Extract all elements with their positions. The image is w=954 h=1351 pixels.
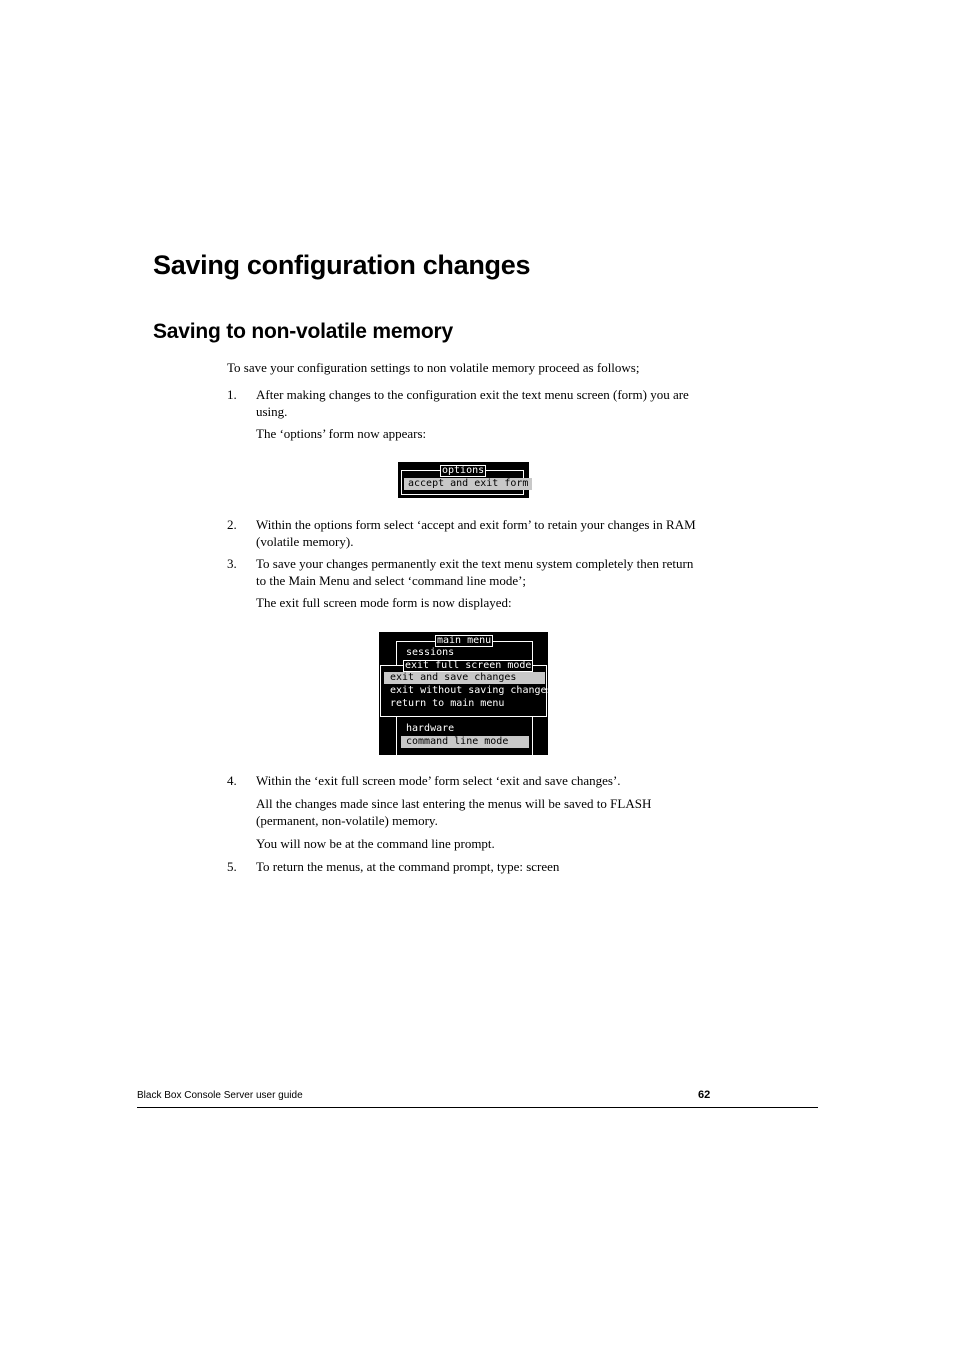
step-4-text: Within the ‘exit full screen mode’ form select ‘exit and save changes’. [256, 773, 621, 788]
section-title: Saving to non-volatile memory [153, 320, 453, 343]
step-4-note-1: All the changes made since last entering the menus will be saved to FLASH (permanent, non-volatile) memory. [256, 796, 652, 828]
page-number: 62 [698, 1089, 711, 1101]
step-4-number: 4. [227, 773, 237, 788]
intro-text: To save your configuration settings to non volatile memory proceed as follows; [227, 360, 640, 375]
page-title: Saving configuration changes [153, 250, 531, 280]
exit-form-title: exit full screen mode [405, 660, 532, 671]
main-menu-title: main menu [437, 635, 492, 646]
options-form-screenshot [398, 462, 529, 498]
step-1-number: 1. [227, 387, 237, 402]
step-3-text: To save your changes permanently exit the text menu system completely then return to the Main Menu and select ‘command line mode’; [256, 556, 694, 588]
footer-guide-title: Black Box Console Server user guide [137, 1090, 303, 1101]
step-2-text: Within the options form select ‘accept and exit form’ to retain your changes in RAM (volatile memory). [256, 517, 696, 549]
command-line-mode-item: command line mode [401, 736, 529, 748]
accept-and-exit-form-option: accept and exit form [404, 478, 532, 490]
exit-full-screen-mode-screenshot [379, 632, 553, 755]
return-to-main-menu-option: return to main menu [390, 698, 505, 709]
step-2-number: 2. [227, 517, 237, 532]
options-form-title: options [442, 465, 485, 476]
step-3-number: 3. [227, 556, 237, 571]
exit-and-save-changes-option: exit and save changes [384, 672, 545, 684]
step-3-note: The exit full screen mode form is now displayed: [256, 595, 512, 610]
step-4-note-2: You will now be at the command line prompt. [256, 836, 495, 851]
sessions-item: sessions [406, 647, 455, 658]
exit-without-saving-option: exit without saving changes [390, 685, 553, 696]
hardware-item: hardware [406, 723, 455, 734]
step-5-number: 5. [227, 859, 237, 874]
step-5-text: To return the menus, at the command prompt, type: screen [256, 859, 560, 874]
footer-rule [137, 1107, 818, 1108]
step-1-note: The ‘options’ form now appears: [256, 426, 427, 441]
step-1-text: After making changes to the configuration exit the text menu screen (form) you are using. [256, 387, 689, 419]
